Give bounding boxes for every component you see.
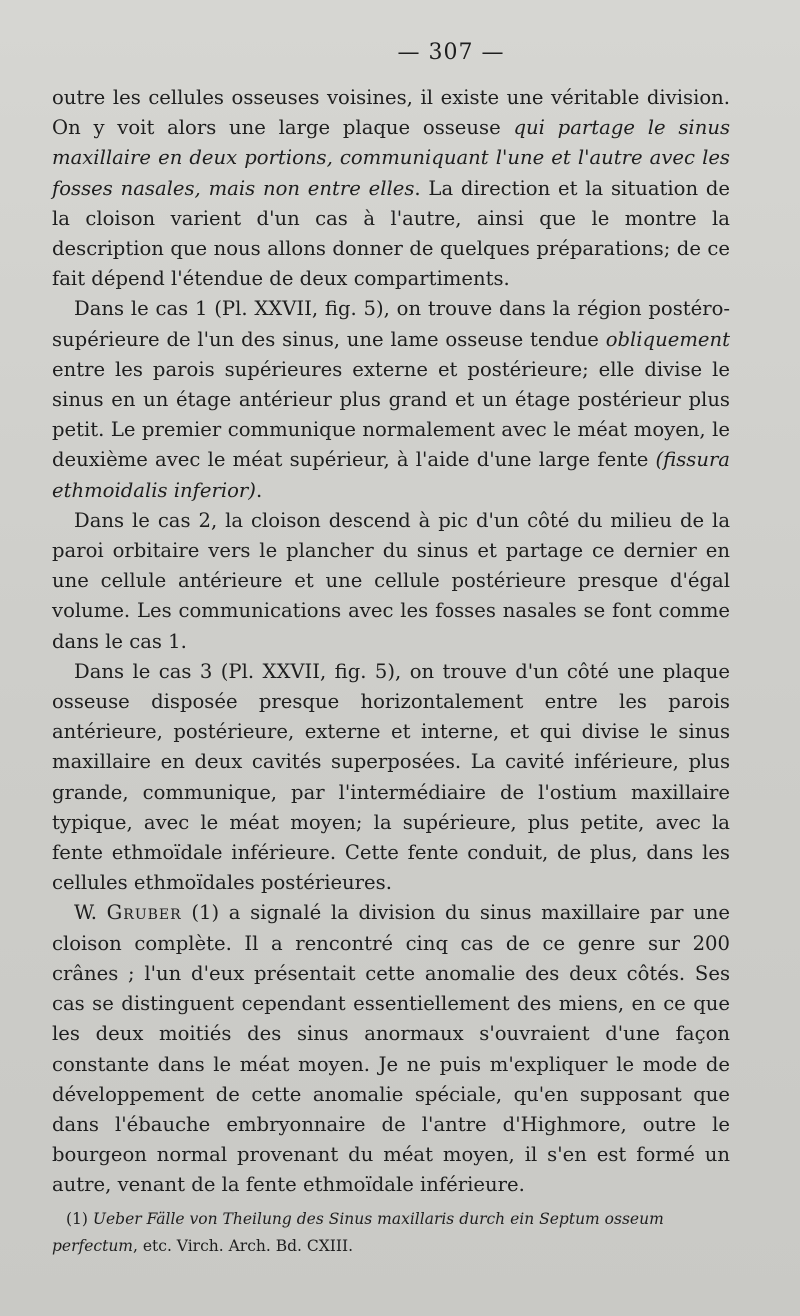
footnote-title: Ueber Fälle von Theilung des Sinus maxillaris durch ein Septum osseum perfectum	[52, 1210, 664, 1255]
text-segment: Dans le cas 1 (Pl. XXVII, fig. 5), on trouve dans la région postéro-supérieure de l'un des sinus, une lame osseuse tendue	[52, 297, 730, 351]
italic-segment: qui partage le sinus maxillaire en deux portions, communiquant l'une et l'autre avec les fosses nasales, mais non entre elles	[52, 116, 730, 200]
text-segment: (1) a signalé la division du sinus maxillaire par une cloison complète. Il a rencontré cinq cas de ce genre sur 200 crânes ; l'un d'eux présentait cette anomalie des deux côtés. Ses cas se distinguent cependant essentiellement des miens, en ce que les deux moitiés des sinus anormaux s'ouvraient d'une façon constante dans le méat moyen. Je ne puis m'expliquer le mode de développement de cette anomalie spéciale, qu'en supposant que dans l'ébauche embryonnaire de l'antre d'Highmore, outre le bourgeon normal provenant du méat moyen, il s'en est formé un autre, venant de la fente ethmoïdale inférieure.	[52, 901, 730, 1197]
paragraph-1	[52, 83, 730, 294]
text-segment: . La direction et la situation de la cloison varient d'un cas à l'autre, ainsi que le montre la description que nous allons donner de quelques préparations; de ce fait dépend l'étendue de deux compartiments.	[52, 176, 730, 291]
paragraph-2	[52, 294, 730, 505]
paragraph-3	[52, 506, 730, 657]
page-number: — 307 —	[397, 40, 505, 65]
paragraph-4	[52, 657, 730, 899]
text-segment: outre les cellules osseuses voisines, il existe une véritable division. On y voit alors une large plaque osseuse	[52, 86, 730, 140]
text-segment: entre les parois supérieures externe et postérieure; elle divise le sinus en un étage antérieur plus grand et un étage postérieur plus petit. Le premier communique normalement avec le méat moyen, le deuxième avec le méat supérieur, à l'aide d'une large fente	[52, 357, 730, 472]
footnote	[52, 1206, 730, 1260]
text-segment: Dans le cas 3 (Pl. XXVII, fig. 5), on trouve d'un côté une plaque osseuse disposée presque horizontalement entre les parois antérieure, postérieure, externe et interne, et qui divise le sinus maxillaire en deux cavités superposées. La cavité inférieure, plus grande, communique, par l'intermédiaire de l'ostium maxillaire typique, avec le méat moyen; la supérieure, plus petite, avec la fente ethmoïdale inférieure. Cette fente conduit, de plus, dans les cellules ethmoïdales postérieures.	[52, 659, 730, 895]
body-text	[52, 83, 730, 1201]
text-segment: .	[255, 478, 263, 502]
paragraph-5	[52, 898, 730, 1200]
text-segment: W.	[74, 901, 107, 925]
footnote-marker: (1)	[66, 1210, 88, 1228]
footnote-citation: , etc. Virch. Arch. Bd. CXIII.	[133, 1237, 354, 1255]
author-name: Gruber	[106, 901, 182, 925]
text-segment: Dans le cas 2, la cloison descend à pic d'un côté du milieu de la paroi orbitaire vers le plancher du sinus et partage ce dernier en une cellule antérieure et une cellule postérieure presque d'égal volume. Les communications avec les fosses nasales se font comme dans le cas 1.	[52, 508, 730, 653]
italic-segment: obliquement	[605, 327, 730, 351]
italic-segment: (fissura ethmoidalis inferior)	[52, 448, 730, 502]
